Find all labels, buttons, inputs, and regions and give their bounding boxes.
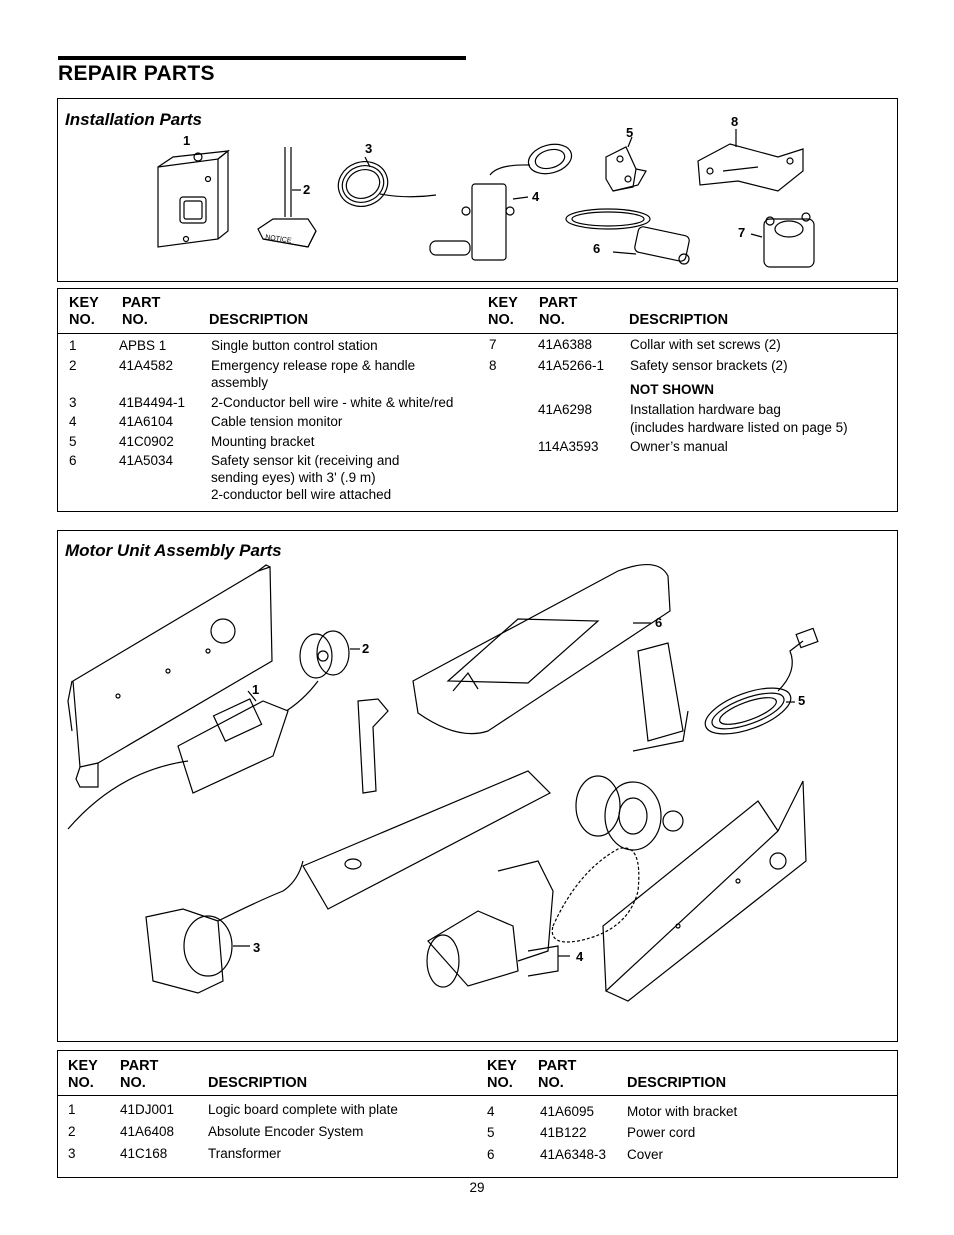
header-divider [58,1095,897,1096]
page-title: REPAIR PARTS [58,62,215,85]
chassis-plate-drawing [303,699,550,909]
collar-drawing [751,213,814,267]
bell-wire-coil-drawing [332,155,436,213]
callout-3: 3 [253,940,261,955]
callout-7: 7 [738,225,746,240]
col-header-key-right: KEY NO. [488,295,518,328]
callout-2: 2 [303,182,311,197]
installation-section-title: Installation Parts [65,110,202,129]
motor-assembly-illustration [58,531,899,1043]
col-header-description: DESCRIPTION [208,1075,308,1091]
sensor-bracket-drawing [698,129,803,191]
callout-8: 8 [731,114,739,129]
callout-4: 4 [532,189,540,204]
not-shown-label: NOT SHOWN [630,382,714,397]
col-header-part: PART NO. [122,295,161,328]
header-divider [58,333,897,334]
notice-label: NOTICE [264,234,292,245]
installation-figure-box [57,98,898,282]
col-header-key-right: KEY NO. [487,1058,517,1091]
callout-5: 5 [798,693,806,708]
col-header-key: KEY NO. [68,1058,98,1091]
drive-chain-drawing [552,848,639,942]
col-header-description: DESCRIPTION [209,312,309,328]
installation-parts-illustration [58,99,899,283]
col-header-part-right: PART NO. [538,1058,577,1091]
motor-parts-table: KEY NO. PART NO. DESCRIPTION KEY NO. PART NO. DESCRIPTION 1 41DJ001 Logic board complete with plate 2 41A6408 Absolute Encoder System 3 41C168 Transformer 4 41A6095 Motor with bracket 5 41B122 Power cord 6 41A6348-3 Cover [57,1050,898,1178]
callout-2: 2 [362,641,370,656]
motor-section-title: Motor Unit Assembly Parts [65,541,282,560]
cover-drawing [413,565,670,734]
col-header-part-right: PART NO. [539,295,578,328]
control-station-drawing [158,151,228,247]
encoder-drawing [283,631,360,713]
sensor-mount-drawing [633,643,688,751]
callout-4: 4 [576,949,584,964]
motor-figure-box [57,530,898,1042]
callout-6: 6 [655,615,663,630]
safety-sensor-drawing [566,209,690,264]
transformer-drawing [146,861,303,993]
page-number: 29 [469,1180,485,1195]
callout-1: 1 [183,133,191,148]
callout-5: 5 [626,125,634,140]
mounting-bracket-drawing [606,137,646,191]
col-header-description-right: DESCRIPTION [629,312,729,328]
title-rule [58,56,466,60]
col-header-description-right: DESCRIPTION [627,1075,727,1091]
col-header-key: KEY NO. [69,295,99,328]
release-rope-drawing [258,147,316,247]
callout-6: 6 [593,241,601,256]
power-cord-drawing [700,628,818,743]
right-chassis-drawing [603,781,806,1001]
tension-monitor-drawing [430,140,575,260]
callout-3: 3 [365,141,373,156]
motor-drawing [427,861,570,987]
col-header-part: PART NO. [120,1058,159,1091]
drive-sprocket-drawing [576,776,683,850]
installation-parts-table: KEY NO. PART NO. DESCRIPTION KEY NO. PART NO. DESCRIPTION 1 APBS 1 Single button control station 2 41A4582 Emergency release rope & handle assembly 3 41B4494-1 2-Conductor bell wire - white & white/red 4 41A6104 Cable tension monitor 5 41C0902 Mounting bracket 6 41A5034 Safety sensor kit (receiving and sending eyes) with 3' (.9 m) 2-conductor bell wire attached 7 41A6388 Collar with set screws (2) 8 41A5266-1 Safety sensor brackets (2) NOT SHOWN 41A6298 Installation hardware bag (includes hardware listed on page 5) 114A3593 Owner’s manual [57,288,898,512]
callout-1: 1 [252,682,260,697]
